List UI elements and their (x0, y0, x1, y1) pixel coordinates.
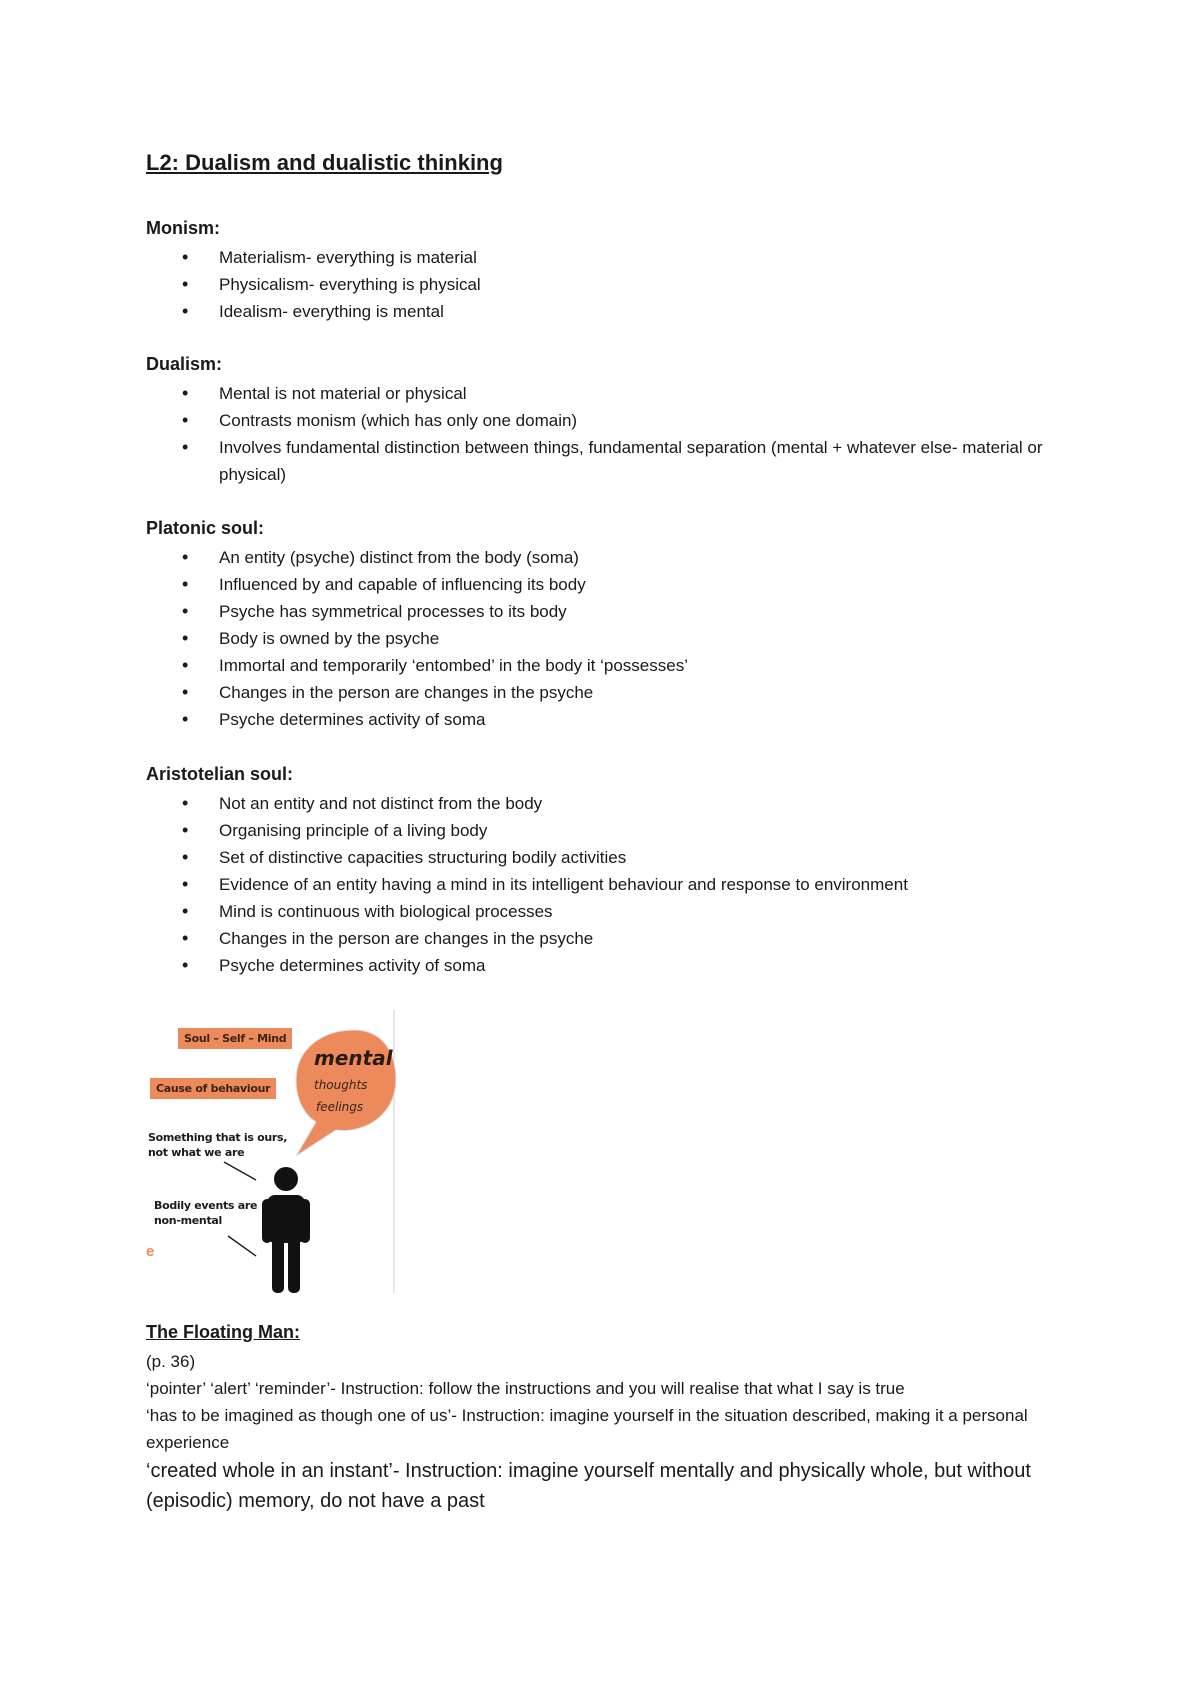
list-item: • Materialism- everything is material (146, 244, 1096, 271)
document-title: L2: Dualism and dualistic thinking (146, 150, 503, 175)
list-item: • Involves fundamental distinction between things, fundamental separation (mental + whatever else- material or physical) (146, 434, 1096, 488)
bubble-line-feelings: feelings (316, 1100, 364, 1114)
list-item: • Immortal and temporarily ‘entombed’ in the body it ‘possesses’ (146, 652, 1096, 679)
dualism-figure (146, 1010, 396, 1293)
note-ours (148, 1130, 287, 1160)
dualism-list (146, 380, 1096, 488)
list-item: • Psyche has symmetrical processes to its body (146, 598, 1096, 625)
note-ours-line: Something that is ours, (148, 1131, 288, 1144)
list-item: • Psyche determines activity of soma (146, 706, 1096, 733)
platonic-soul-section (146, 516, 1096, 733)
figure-corner-letter: e (146, 1243, 155, 1260)
person-icon (256, 1165, 316, 1295)
list-item: • Mind is continuous with biological processes (146, 898, 1096, 925)
list-item: • Not an entity and not distinct from the body (146, 790, 1096, 817)
floating-man-heading: The Floating Man: (146, 1322, 300, 1342)
list-item: • Contrasts monism (which has only one domain) (146, 407, 1096, 434)
list-item: • Psyche determines activity of soma (146, 952, 1096, 979)
platonic-soul-heading: Platonic soul: (146, 518, 265, 538)
list-item: • Evidence of an entity having a mind in its intelligent behaviour and response to environment (146, 871, 1096, 898)
note-bodily-events (154, 1198, 257, 1228)
list-item: • Set of distinctive capacities structuring bodily activities (146, 844, 1096, 871)
list-item: • An entity (psyche) distinct from the body (soma) (146, 544, 1096, 571)
aristotelian-soul-section (146, 762, 1096, 979)
note-bodily-line: non-mental (154, 1214, 222, 1227)
monism-heading: Monism: (146, 218, 220, 238)
list-item: • Influenced by and capable of influencing its body (146, 571, 1096, 598)
platonic-soul-list (146, 544, 1096, 733)
list-item: • Body is owned by the psyche (146, 625, 1096, 652)
dualism-section (146, 352, 1096, 488)
dualism-heading: Dualism: (146, 354, 223, 374)
paragraph: ‘pointer’ ‘alert’ ‘reminder’- Instruction: follow the instructions and you will realise that what I say is true (146, 1379, 905, 1398)
page-reference: (p. 36) (146, 1352, 196, 1371)
paragraph: ‘has to be imagined as though one of us’- Instruction: imagine yourself in the situation described, making it a personal experience (146, 1406, 1028, 1452)
cause-of-behaviour-tag: Cause of behaviour (150, 1078, 276, 1099)
bubble-line-thoughts: thoughts (314, 1078, 368, 1092)
note-bodily-line: Bodily events are (154, 1199, 258, 1212)
note-ours-line: not what we are (148, 1146, 245, 1159)
monism-list (146, 244, 1096, 325)
list-item: • Idealism- everything is mental (146, 298, 1096, 325)
soul-self-mind-tag: Soul – Self – Mind (178, 1028, 292, 1049)
list-item: • Changes in the person are changes in the psyche (146, 925, 1096, 952)
list-item: • Changes in the person are changes in the psyche (146, 679, 1096, 706)
paragraph: ‘created whole in an instant’- Instruction: imagine yourself mentally and physically whole, but without (episodic) memory, do not have a past (146, 1460, 1031, 1512)
bubble-title: mental (314, 1046, 393, 1070)
list-item: • Organising principle of a living body (146, 817, 1096, 844)
monism-section (146, 216, 1096, 325)
aristotelian-soul-list (146, 790, 1096, 979)
list-item: • Physicalism- everything is physical (146, 271, 1096, 298)
floating-man-section (146, 1320, 1096, 1516)
aristotelian-soul-heading: Aristotelian soul: (146, 764, 294, 784)
list-item: • Mental is not material or physical (146, 380, 1096, 407)
